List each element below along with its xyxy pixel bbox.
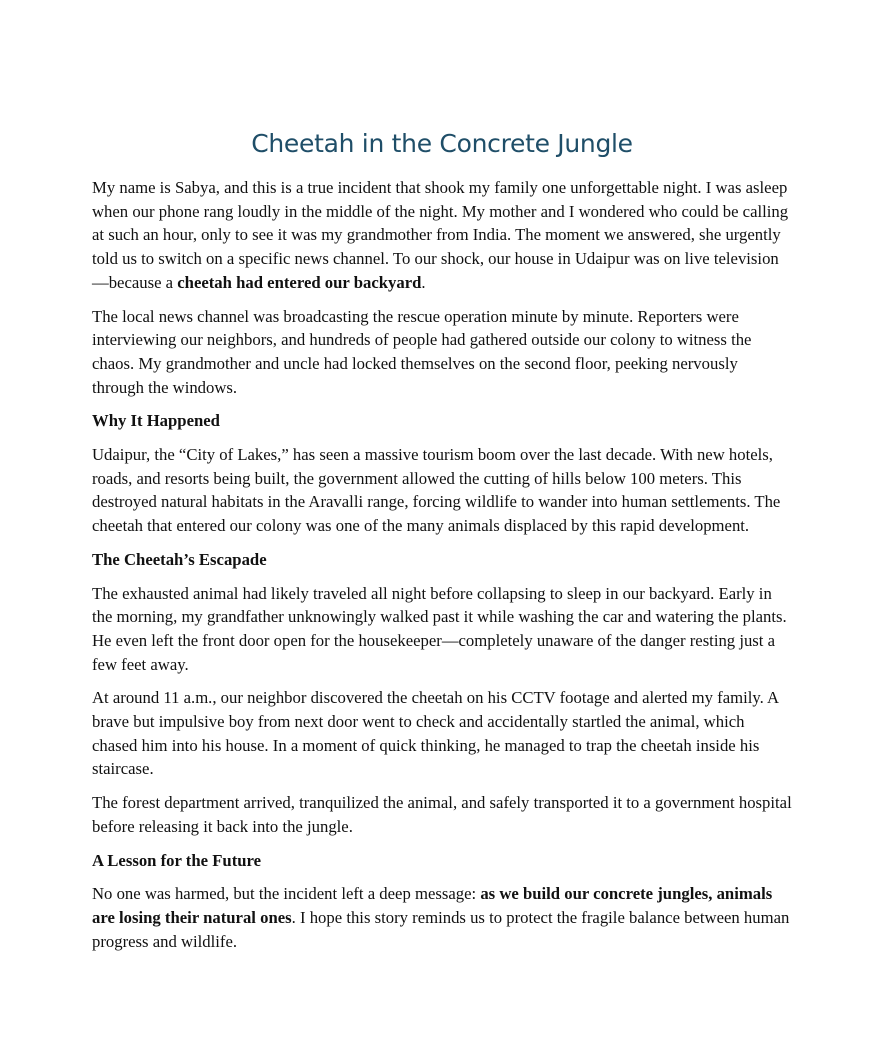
why-paragraph: Udaipur, the “City of Lakes,” has seen a massive tourism boom over the last decade. With new hotels, roads, and resorts being built, the government allowed the cutting of hills below 100 meters. This destroyed natural habitats in the Aravalli range, forcing wildlife to wander into human settlements. The cheetah that entered our colony was one of the many animals displaced by this rapid development. [92,445,781,536]
lesson-p1-end: . I hope this story reminds us to protect the fragile balance between human progress and wildlife. [92,907,790,951]
lesson-paragraph [92,882,792,953]
escapade-paragraph-1: The exhausted animal had likely traveled all night before collapsing to sleep in our backyard. Early in the morning, my grandfather unknowingly walked past it while washing the car and watering the plants. He even left the front door open for the housekeeper—completely unaware of the danger resting just a few feet away. [92,583,787,674]
document-page [92,126,792,963]
lesson-p1-text: No one was harmed, but the incident left a deep message: [92,884,481,904]
lesson-p1-emphasis: as we build our concrete jungles, animals are losing their natural ones [92,884,773,927]
intro-paragraph-2: The local news channel was broadcasting the rescue operation minute by minute. Reporters were interviewing our neighbors, and hundreds of people had gathered outside our colony to witness the chaos. My grandmother and uncle had locked themselves on the second floor, peeking nervously through the windows. [92,306,752,397]
document-title: Cheetah in the Concrete Jungle [251,129,633,158]
section-heading-lesson: A Lesson for the Future [92,850,262,870]
escapade-paragraph-2: At around 11 a.m., our neighbor discovered the cheetah on his CCTV footage and alerted my family. A brave but impulsive boy from next door went to check and accidentally startled the animal, which chased him into his house. In a moment of quick thinking, he managed to trap the cheetah inside his staircase. [92,688,779,779]
intro-p1-end: . [421,272,426,292]
section-heading-why: Why It Happened [92,411,220,431]
intro-paragraph-1 [92,176,792,295]
intro-p1-text: My name is Sabya, and this is a true incident that shook my family one unforgettable night. I was asleep when our phone rang loudly in the middle of the night. My mother and I wondered who could be calling at such an hour, only to see it was my grandmother from India. The moment we answered, she urgently told us to switch on a specific news channel. To our shock, our house in Udaipur was on live television—because a [92,178,789,292]
intro-p1-emphasis: cheetah had entered our backyard [177,272,422,292]
escapade-paragraph-3: The forest department arrived, tranquilized the animal, and safely transported it to a government hospital before releasing it back into the jungle. [92,793,792,836]
section-heading-escapade: The Cheetah’s Escapade [92,549,267,569]
